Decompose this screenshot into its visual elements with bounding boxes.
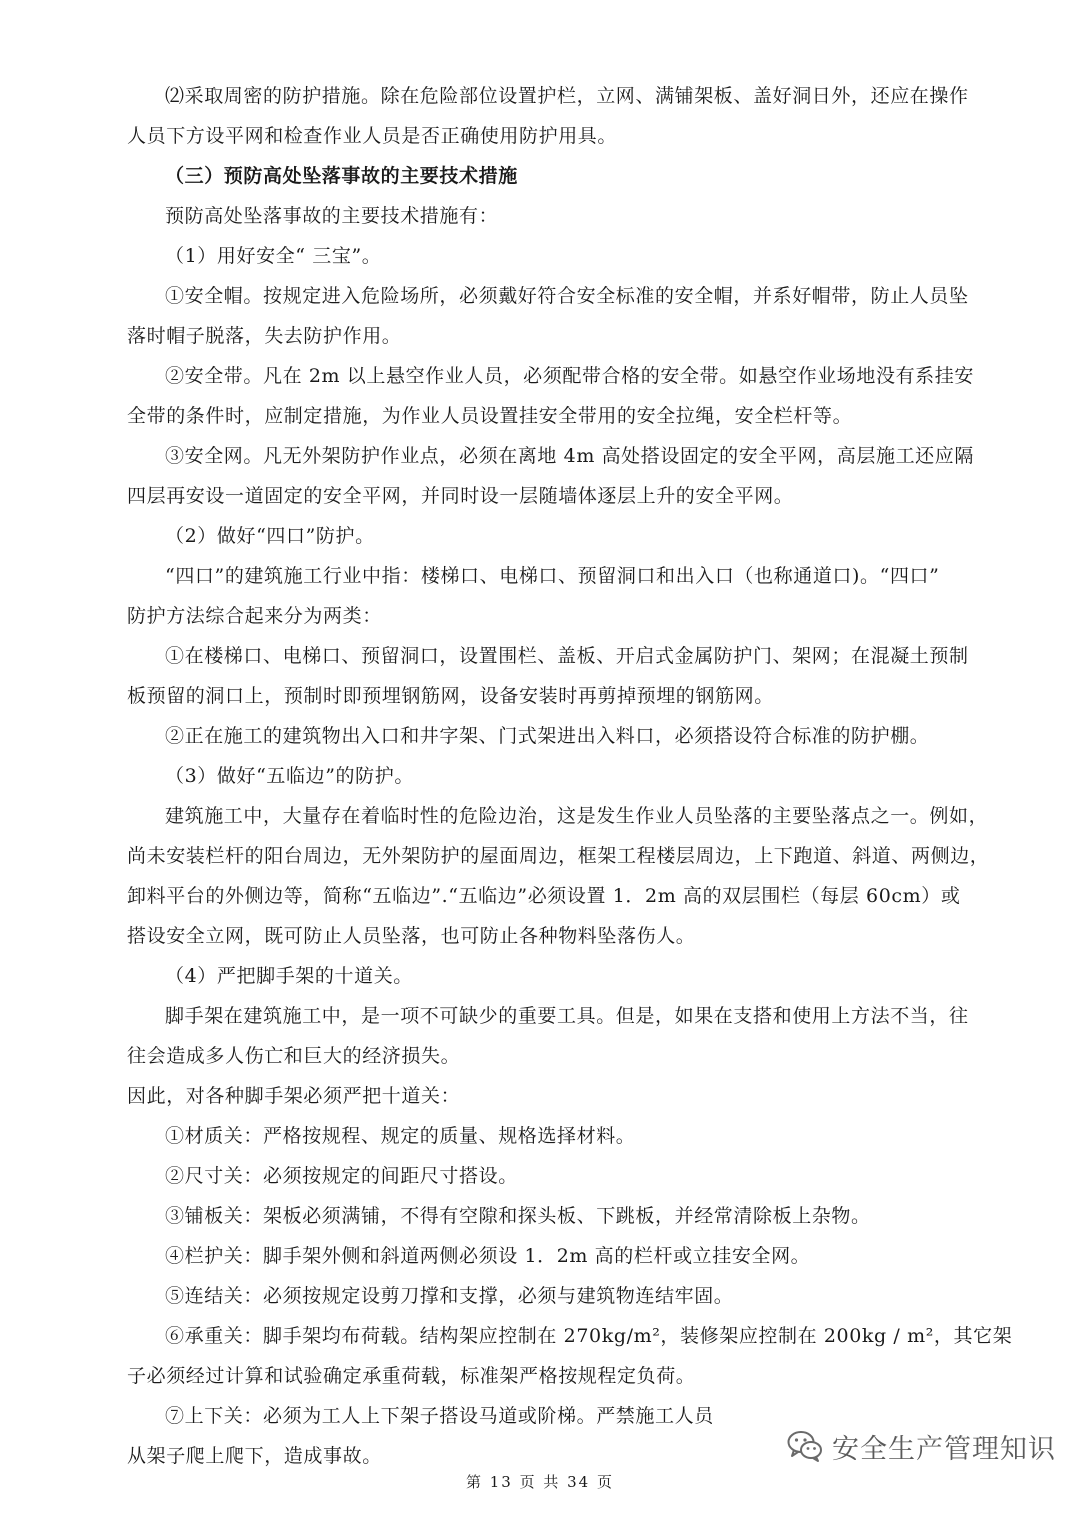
text-line: 脚手架在建筑施工中，是一项不可缺少的重要工具。但是，如果在支搭和使用上方法不当，往 [165, 1005, 969, 1027]
text-line: ①在楼梯口、电梯口、预留洞口，设置围栏、盖板、开启式金属防护门、架网；在混凝土预制 [165, 645, 969, 667]
wechat-icon [786, 1429, 824, 1463]
text-line: 防护方法综合起来分为两类： [127, 605, 382, 627]
text-line: ③安全网。凡无外架防护作业点，必须在离地 4m 高处搭设固定的安全平网，高层施工还应隔 [165, 445, 974, 467]
text-line: 四层再安设一道固定的安全平网，并同时设一层随墙体逐层上升的安全平网。 [127, 485, 794, 507]
text-line: ⑵采取周密的防护措施。除在危险部位设置护栏，立网、满铺架板、盖好洞日外，还应在操作 [165, 85, 969, 107]
watermark [786, 1426, 1056, 1466]
text-line: ①材质关：严格按规程、规定的质量、规格选择材料。 [165, 1125, 636, 1147]
text-line: ③铺板关：架板必须满铺，不得有空隙和探头板、下跳板，并经常清除板上杂物。 [165, 1205, 871, 1227]
page-footer: 第 13 页 共 34 页 [465, 1473, 614, 1491]
subsection-heading: （4）严把脚手架的十道关。 [165, 965, 413, 987]
text-line: ⑤连结关：必须按规定设剪刀撑和支撑，必须与建筑物连结牢固。 [165, 1285, 734, 1307]
text-line: 搭设安全立网，既可防止人员坠落，也可防止各种物料坠落伤人。 [127, 925, 696, 947]
text-line: 全带的条件时，应制定措施，为作业人员设置挂安全带用的安全拉绳，安全栏杆等。 [127, 405, 853, 427]
text-line: 子必须经过计算和试验确定承重荷载，标准架严格按规程定负荷。 [127, 1365, 696, 1387]
text-line: ②正在施工的建筑物出入口和井字架、门式架进出入料口，必须搭设符合标准的防护棚。 [165, 725, 930, 747]
text-line: ⑥承重关：脚手架均布荷载。结构架应控制在 270kg/m²，装修架应控制在 200kg / m²，其它架 [165, 1325, 1013, 1347]
text-line: “四口”的建筑施工行业中指：楼梯口、电梯口、预留洞口和出入口（也称通道口)。“四口” [165, 565, 940, 587]
text-line: 落时帽子脱落，失去防护作用。 [127, 325, 402, 347]
text-line: 人员下方设平网和检查作业人员是否正确使用防护用具。 [127, 125, 618, 147]
section-heading: （三）预防高处坠落事故的主要技术措施 [165, 165, 518, 187]
watermark-text: 安全生产管理知识 [832, 1433, 1056, 1465]
text-line: 往会造成多人伤亡和巨大的经济损失。 [127, 1045, 461, 1067]
subsection-heading: （3）做好“五临边”的防护。 [165, 765, 414, 787]
subsection-heading: （1）用好安全“ 三宝”。 [165, 245, 382, 267]
text-line: ⑦上下关：必须为工人上下架子搭设马道或阶梯。严禁施工人员 [165, 1405, 714, 1427]
text-line: 卸料平台的外侧边等，简称“五临边”.“五临边”必须设置 1．2m 高的双层围栏（每层 60cm）或 [127, 885, 961, 907]
text-line: ①安全帽。按规定进入危险场所，必须戴好符合安全标准的安全帽，并系好帽带，防止人员坠 [165, 285, 969, 307]
text-line: ②安全带。凡在 2m 以上悬空作业人员，必须配带合格的安全带。如悬空作业场地没有系挂安 [165, 365, 974, 387]
text-line: 板预留的洞口上，预制时即预埋钢筋网，设备安装时再剪掉预埋的钢筋网。 [127, 685, 774, 707]
text-line: 预防高处坠落事故的主要技术措施有： [165, 205, 499, 227]
text-line: ②尺寸关：必须按规定的间距尺寸搭设。 [165, 1165, 518, 1187]
text-line: 尚未安装栏杆的阳台周边，无外架防护的屋面周边，框架工程楼层周边，上下跑道、斜道、两侧边， [127, 845, 990, 867]
text-line: 建筑施工中，大量存在着临时性的危险边治，这是发生作业人员坠落的主要坠落点之一。例如， [165, 805, 989, 827]
subsection-heading: （2）做好“四口”防护。 [165, 525, 375, 547]
text-line: ④栏护关：脚手架外侧和斜道两侧必须设 1．2m 高的栏杆或立挂安全网。 [165, 1245, 811, 1267]
text-line: 从架子爬上爬下，造成事故。 [127, 1445, 382, 1467]
text-line: 因此，对各种脚手架必须严把十道关： [127, 1085, 461, 1107]
